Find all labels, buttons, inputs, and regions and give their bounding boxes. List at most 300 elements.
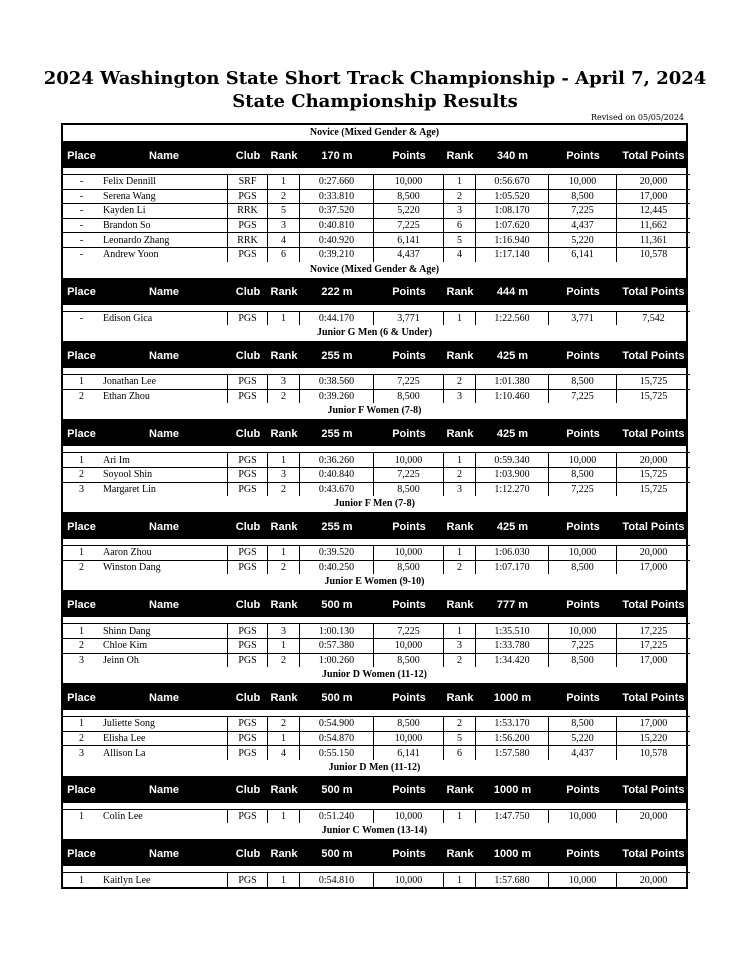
column-header: Rank <box>446 847 474 860</box>
table-cell: 1 <box>268 311 300 326</box>
table-cell: Colin Lee <box>100 809 228 824</box>
table-cell: Jonathan Lee <box>100 374 228 389</box>
category-title: Junior F Men (7-8) <box>63 496 686 513</box>
table-cell: 2 <box>444 189 476 204</box>
column-header: 1000 m <box>493 784 532 797</box>
table-cell: 0:43.670 <box>300 482 374 497</box>
column-header: Total Points <box>622 691 685 704</box>
table-cell: 3 <box>268 218 300 233</box>
column-header: 1000 m <box>493 847 532 860</box>
table-cell: 3 <box>444 638 476 653</box>
column-header: Place <box>67 286 96 299</box>
column-header: 222 m <box>321 286 353 299</box>
column-header: Place <box>67 349 96 362</box>
table-cell: - <box>63 247 100 262</box>
table-cell: PGS <box>228 452 268 467</box>
category-title: Novice (Mixed Gender & Age) <box>63 262 686 279</box>
table-cell: 10,000 <box>549 452 617 467</box>
table-cell: PGS <box>228 389 268 404</box>
column-header: 255 m <box>321 427 353 440</box>
table-cell: 17,225 <box>617 638 690 653</box>
column-header: Name <box>149 784 179 797</box>
category-section <box>63 403 686 496</box>
table-row <box>63 218 686 233</box>
table-cell: 4 <box>268 745 300 760</box>
table-cell: 7,225 <box>549 203 617 218</box>
category-title: Junior C Women (13-14) <box>63 823 686 840</box>
table-cell: Allison La <box>100 745 228 760</box>
table-cell: 17,000 <box>617 560 690 575</box>
column-header: Points <box>392 349 426 362</box>
table-cell: 0:54.810 <box>300 872 374 887</box>
table-cell: 7,225 <box>374 467 444 482</box>
column-header: Name <box>149 149 179 162</box>
column-header: Place <box>67 598 96 611</box>
table-cell: 10,000 <box>549 623 617 638</box>
table-cell: 4,437 <box>549 745 617 760</box>
table-cell: 1 <box>268 809 300 824</box>
category-section <box>63 125 686 262</box>
column-header: Rank <box>270 520 298 533</box>
table-cell: PGS <box>228 716 268 731</box>
table-cell: 10,000 <box>374 174 444 189</box>
table-row <box>63 311 686 326</box>
table-cell: 1:57.580 <box>476 745 549 760</box>
table-cell: 0:36.260 <box>300 452 374 467</box>
table-cell: 10,000 <box>549 545 617 560</box>
table-cell: - <box>63 174 100 189</box>
table-cell: 8,500 <box>549 189 617 204</box>
table-cell: 1:47.750 <box>476 809 549 824</box>
table-row <box>63 560 686 575</box>
table-cell: 1 <box>444 452 476 467</box>
table-cell: Kaitlyn Lee <box>100 872 228 887</box>
column-header: Rank <box>270 149 298 162</box>
column-header: Points <box>392 286 426 299</box>
table-cell: 10,000 <box>374 731 444 746</box>
table-cell: 0:59.340 <box>476 452 549 467</box>
table-cell: 1 <box>63 872 100 887</box>
table-cell: 2 <box>444 374 476 389</box>
column-header: Name <box>149 520 179 533</box>
column-header: Rank <box>446 349 474 362</box>
column-header: Rank <box>446 427 474 440</box>
column-header: 425 m <box>496 427 529 440</box>
table-cell: 6,141 <box>374 232 444 247</box>
table-cell: 11,662 <box>617 218 690 233</box>
table-cell: 10,000 <box>549 872 617 887</box>
table-cell: 2 <box>268 389 300 404</box>
table-cell: Soyool Shin <box>100 467 228 482</box>
category-section <box>63 760 686 824</box>
column-header-row <box>63 684 686 716</box>
column-header: Place <box>67 149 96 162</box>
table-cell: 3 <box>444 203 476 218</box>
table-cell: Juliette Song <box>100 716 228 731</box>
table-cell: 1:00.260 <box>300 653 374 668</box>
column-header: Points <box>566 149 600 162</box>
category-title: Novice (Mixed Gender & Age) <box>63 125 686 142</box>
page-subtitle: State Championship Results <box>232 91 518 112</box>
table-cell: 1:53.170 <box>476 716 549 731</box>
column-header: Total Points <box>622 520 685 533</box>
table-cell: 1:00.130 <box>300 623 374 638</box>
column-header: Total Points <box>622 598 685 611</box>
category-title: Junior G Men (6 & Under) <box>63 325 686 342</box>
table-cell: Aaron Zhou <box>100 545 228 560</box>
column-header: Points <box>392 784 426 797</box>
table-cell: 20,000 <box>617 545 690 560</box>
column-header: Rank <box>270 349 298 362</box>
table-cell: 5,220 <box>549 232 617 247</box>
table-cell: 15,725 <box>617 467 690 482</box>
table-cell: 3 <box>63 653 100 668</box>
table-cell: - <box>63 218 100 233</box>
column-header: Rank <box>270 286 298 299</box>
table-row <box>63 745 686 760</box>
table-cell: 15,725 <box>617 374 690 389</box>
table-cell: RRK <box>228 203 268 218</box>
table-cell: PGS <box>228 638 268 653</box>
table-cell: 2 <box>444 467 476 482</box>
table-cell: 5 <box>444 731 476 746</box>
table-cell: 10,000 <box>549 809 617 824</box>
table-cell: 1 <box>444 311 476 326</box>
table-row <box>63 482 686 497</box>
column-header-row <box>63 142 686 174</box>
column-header: Place <box>67 520 96 533</box>
table-cell: Edison Gica <box>100 311 228 326</box>
column-header-row <box>63 840 686 872</box>
table-cell: 1:12.270 <box>476 482 549 497</box>
table-cell: 1 <box>268 872 300 887</box>
table-cell: 0:37.520 <box>300 203 374 218</box>
table-row <box>63 731 686 746</box>
table-cell: 0:33.810 <box>300 189 374 204</box>
column-header: Club <box>235 598 261 611</box>
column-header: Rank <box>270 691 298 704</box>
table-cell: 0:51.240 <box>300 809 374 824</box>
table-cell: 10,000 <box>374 872 444 887</box>
table-cell: 0:39.260 <box>300 389 374 404</box>
page-title: 2024 Washington State Short Track Championship - April 7, 2024 <box>43 68 707 89</box>
column-header: 340 m <box>496 149 529 162</box>
table-cell: 4 <box>444 247 476 262</box>
table-cell: 6 <box>444 218 476 233</box>
table-cell: 8,500 <box>374 482 444 497</box>
column-header: Total Points <box>622 847 685 860</box>
category-section <box>63 325 686 403</box>
table-cell: PGS <box>228 482 268 497</box>
table-cell: 10,578 <box>617 247 690 262</box>
table-cell: Ethan Zhou <box>100 389 228 404</box>
table-cell: Brandon So <box>100 218 228 233</box>
column-header: Points <box>392 427 426 440</box>
table-cell: - <box>63 232 100 247</box>
table-cell: 2 <box>444 653 476 668</box>
table-cell: Elisha Lee <box>100 731 228 746</box>
table-cell: 1 <box>444 872 476 887</box>
column-header: Name <box>149 427 179 440</box>
column-header: 170 m <box>321 149 353 162</box>
table-cell: 0:57.380 <box>300 638 374 653</box>
table-cell: 1:17.140 <box>476 247 549 262</box>
column-header: 500 m <box>321 784 353 797</box>
table-row <box>63 872 686 887</box>
table-cell: 1:05.520 <box>476 189 549 204</box>
table-cell: 2 <box>268 189 300 204</box>
column-header: Rank <box>270 847 298 860</box>
table-cell: 15,725 <box>617 482 690 497</box>
table-cell: 0:54.870 <box>300 731 374 746</box>
column-header: Club <box>235 520 261 533</box>
column-header: 444 m <box>496 286 529 299</box>
table-cell: 20,000 <box>617 809 690 824</box>
column-header: Club <box>235 847 261 860</box>
column-header-row <box>63 777 686 809</box>
category-title: Junior F Women (7-8) <box>63 403 686 420</box>
column-header: Points <box>566 847 600 860</box>
table-cell: 11,361 <box>617 232 690 247</box>
table-cell: Ari Im <box>100 452 228 467</box>
table-cell: 15,725 <box>617 389 690 404</box>
column-header: Rank <box>446 149 474 162</box>
column-header: 425 m <box>496 349 529 362</box>
table-cell: 0:39.520 <box>300 545 374 560</box>
table-cell: 3 <box>268 374 300 389</box>
column-header: Place <box>67 427 96 440</box>
table-cell: 10,000 <box>374 809 444 824</box>
table-cell: 1:08.170 <box>476 203 549 218</box>
table-cell: PGS <box>228 467 268 482</box>
table-cell: 12,445 <box>617 203 690 218</box>
column-header: 500 m <box>321 847 353 860</box>
revised-date: Revised on 05/05/2024 <box>591 113 684 122</box>
table-cell: Chloe Kim <box>100 638 228 653</box>
table-cell: 1:10.460 <box>476 389 549 404</box>
column-header-row <box>63 513 686 545</box>
table-cell: 2 <box>268 560 300 575</box>
table-cell: 3 <box>444 482 476 497</box>
table-cell: 1 <box>63 452 100 467</box>
table-cell: 0:55.150 <box>300 745 374 760</box>
table-cell: PGS <box>228 189 268 204</box>
table-cell: Jeinn Oh <box>100 653 228 668</box>
table-cell: 3 <box>63 482 100 497</box>
table-cell: 1 <box>444 545 476 560</box>
table-cell: 3 <box>63 745 100 760</box>
table-cell: 6 <box>268 247 300 262</box>
table-cell: 0:38.560 <box>300 374 374 389</box>
column-header: 255 m <box>321 349 353 362</box>
table-cell: PGS <box>228 560 268 575</box>
category-section <box>63 496 686 574</box>
table-row <box>63 545 686 560</box>
table-cell: PGS <box>228 374 268 389</box>
column-header: Rank <box>270 598 298 611</box>
table-cell: 1:22.560 <box>476 311 549 326</box>
table-row <box>63 189 686 204</box>
table-cell: 1 <box>268 452 300 467</box>
table-cell: 5 <box>444 232 476 247</box>
table-cell: 7,225 <box>549 482 617 497</box>
table-cell: 2 <box>268 653 300 668</box>
column-header: Points <box>392 520 426 533</box>
column-header: Points <box>566 520 600 533</box>
column-header: Points <box>566 598 600 611</box>
column-header: 500 m <box>321 598 353 611</box>
table-cell: 7,542 <box>617 311 690 326</box>
column-header: Rank <box>446 520 474 533</box>
column-header: Name <box>149 349 179 362</box>
table-cell: 2 <box>63 467 100 482</box>
column-header: Club <box>235 286 261 299</box>
column-header: Name <box>149 286 179 299</box>
table-row <box>63 374 686 389</box>
table-cell: PGS <box>228 872 268 887</box>
table-cell: 6 <box>444 745 476 760</box>
table-cell: 10,000 <box>549 174 617 189</box>
table-cell: SRF <box>228 174 268 189</box>
table-cell: 20,000 <box>617 872 690 887</box>
table-row <box>63 638 686 653</box>
table-cell: 7,225 <box>374 218 444 233</box>
table-cell: 1 <box>63 374 100 389</box>
table-row <box>63 716 686 731</box>
table-cell: 20,000 <box>617 174 690 189</box>
table-row <box>63 232 686 247</box>
table-cell: 1 <box>268 638 300 653</box>
table-cell: 2 <box>63 560 100 575</box>
table-cell: PGS <box>228 809 268 824</box>
table-cell: PGS <box>228 545 268 560</box>
category-section <box>63 262 686 326</box>
table-cell: RRK <box>228 232 268 247</box>
table-cell: 1 <box>268 731 300 746</box>
table-row <box>63 203 686 218</box>
table-cell: 8,500 <box>374 389 444 404</box>
table-row <box>63 467 686 482</box>
column-header: Points <box>566 349 600 362</box>
table-cell: 8,500 <box>374 653 444 668</box>
column-header: Points <box>566 691 600 704</box>
column-header: Club <box>235 691 261 704</box>
table-cell: - <box>63 189 100 204</box>
table-cell: 10,000 <box>374 638 444 653</box>
table-cell: 1:35.510 <box>476 623 549 638</box>
column-header: Name <box>149 598 179 611</box>
table-cell: 5 <box>268 203 300 218</box>
table-cell: 15,220 <box>617 731 690 746</box>
table-cell: 6,141 <box>374 745 444 760</box>
table-cell: PGS <box>228 745 268 760</box>
table-cell: 4 <box>268 232 300 247</box>
table-row <box>63 653 686 668</box>
table-cell: Margaret Lin <box>100 482 228 497</box>
table-cell: 0:40.920 <box>300 232 374 247</box>
table-cell: 1 <box>63 716 100 731</box>
table-cell: 2 <box>63 731 100 746</box>
table-cell: 6,141 <box>549 247 617 262</box>
table-cell: 3 <box>268 467 300 482</box>
column-header: Club <box>235 149 261 162</box>
table-cell: 1:07.620 <box>476 218 549 233</box>
table-cell: 17,225 <box>617 623 690 638</box>
table-row <box>63 809 686 824</box>
column-header: Points <box>566 427 600 440</box>
category-section <box>63 823 686 887</box>
table-cell: 2 <box>444 560 476 575</box>
category-title: Junior D Men (11-12) <box>63 760 686 777</box>
table-cell: 1 <box>268 545 300 560</box>
column-header: Total Points <box>622 149 685 162</box>
table-cell: 4,437 <box>549 218 617 233</box>
column-header-row <box>63 342 686 374</box>
table-cell: 1 <box>444 174 476 189</box>
column-header: Total Points <box>622 427 685 440</box>
table-cell: Leonardo Zhang <box>100 232 228 247</box>
table-row <box>63 452 686 467</box>
category-title: Junior E Women (9-10) <box>63 574 686 591</box>
table-cell: 1:56.200 <box>476 731 549 746</box>
table-cell: 1:03.900 <box>476 467 549 482</box>
results-table <box>61 123 688 889</box>
column-header-row <box>63 279 686 311</box>
table-cell: PGS <box>228 653 268 668</box>
table-cell: 1:33.780 <box>476 638 549 653</box>
table-cell: 1 <box>444 809 476 824</box>
column-header: Points <box>392 847 426 860</box>
table-cell: PGS <box>228 218 268 233</box>
table-cell: Felix Dennill <box>100 174 228 189</box>
column-header: 777 m <box>496 598 529 611</box>
table-cell: 0:40.810 <box>300 218 374 233</box>
table-row <box>63 389 686 404</box>
table-cell: PGS <box>228 311 268 326</box>
column-header: 255 m <box>321 520 353 533</box>
table-cell: 8,500 <box>549 467 617 482</box>
table-cell: 10,000 <box>374 545 444 560</box>
table-row <box>63 174 686 189</box>
table-cell: 7,225 <box>374 623 444 638</box>
column-header: 425 m <box>496 520 529 533</box>
column-header: Rank <box>446 598 474 611</box>
column-header: Total Points <box>622 286 685 299</box>
table-cell: Andrew Yoon <box>100 247 228 262</box>
column-header: Name <box>149 847 179 860</box>
column-header: Place <box>67 691 96 704</box>
column-header: Place <box>67 847 96 860</box>
column-header: Rank <box>270 427 298 440</box>
table-cell: - <box>63 311 100 326</box>
column-header: Rank <box>270 784 298 797</box>
column-header: Points <box>392 691 426 704</box>
table-cell: 0:40.250 <box>300 560 374 575</box>
table-cell: 1 <box>63 809 100 824</box>
table-cell: 2 <box>444 716 476 731</box>
table-cell: 0:56.670 <box>476 174 549 189</box>
table-cell: 17,000 <box>617 189 690 204</box>
table-cell: 1 <box>63 545 100 560</box>
category-title: Junior D Women (11-12) <box>63 667 686 684</box>
table-cell: Winston Dang <box>100 560 228 575</box>
table-cell: 17,000 <box>617 716 690 731</box>
column-header: Rank <box>446 691 474 704</box>
column-header: 1000 m <box>493 691 532 704</box>
table-cell: 1:34.420 <box>476 653 549 668</box>
table-cell: 1:01.380 <box>476 374 549 389</box>
table-cell: 8,500 <box>549 716 617 731</box>
